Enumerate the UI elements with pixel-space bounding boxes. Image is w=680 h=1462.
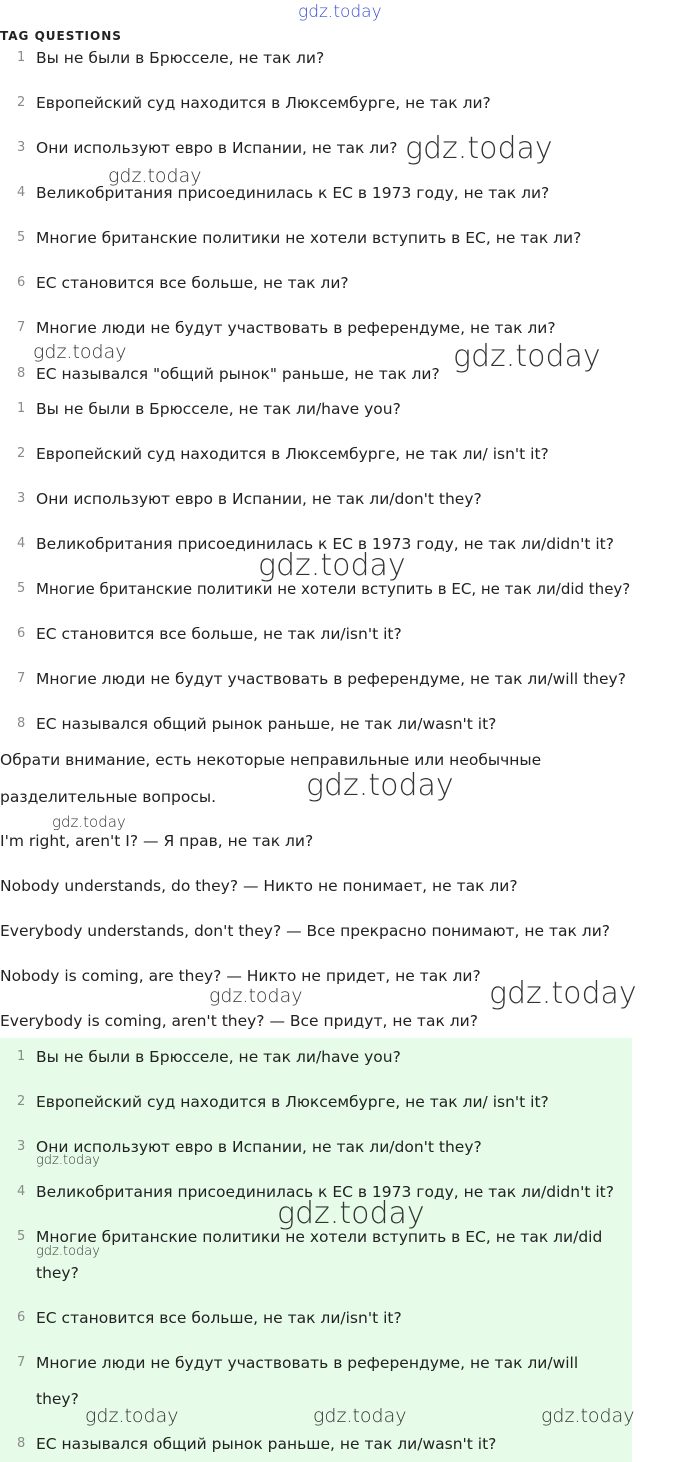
list-item: Многие британские политики не хотели вступить в ЕС, не так ли/did xyxy=(36,1228,603,1246)
list-item: Великобритания присоединилась к ЕС в 1973 году, не так ли/didn't it? xyxy=(36,1183,614,1201)
list-item-number: 7 xyxy=(17,1355,26,1370)
list-item: Они используют евро в Испании, не так ли/don't they? xyxy=(36,1138,482,1156)
list-item-number: 2 xyxy=(17,446,26,461)
example-line: Nobody understands, do they? — Никто не понимает, не так ли? xyxy=(0,877,518,895)
watermark: gdz.today xyxy=(209,985,303,1007)
list-item: ЕС становится все больше, не так ли? xyxy=(36,274,349,292)
list-item-number: 7 xyxy=(17,320,26,335)
list-item: Европейский суд находится в Люксембурге, не так ли/ isn't it? xyxy=(36,1093,549,1111)
list-item: Великобритания присоединилась к ЕС в 1973 году, не так ли/didn't it? xyxy=(36,535,614,553)
watermark: gdz.today xyxy=(36,1244,100,1259)
list-item-number: 4 xyxy=(17,1184,26,1199)
list-item-number: 5 xyxy=(17,230,26,245)
list-item-number: 3 xyxy=(17,491,26,506)
section-heading: TAG QUESTIONS xyxy=(0,29,122,43)
watermark: gdz.today xyxy=(306,768,454,803)
list-item: Многие британские политики не хотели вступить в ЕС, не так ли? xyxy=(36,229,582,247)
list-item-number: 3 xyxy=(17,1139,26,1154)
list-item-number: 1 xyxy=(17,401,26,416)
example-line: Nobody is coming, are they? — Никто не придет, не так ли? xyxy=(0,967,481,985)
watermark: gdz.today xyxy=(453,339,601,374)
list-item-number: 7 xyxy=(17,671,26,686)
watermark: gdz.today xyxy=(85,1405,179,1427)
list-item-number: 5 xyxy=(17,1229,26,1244)
list-item: Европейский суд находится в Люксембурге, не так ли? xyxy=(36,94,491,112)
list-item-number: 8 xyxy=(17,1436,26,1451)
list-item: Вы не были в Брюсселе, не так ли/have you? xyxy=(36,1048,401,1066)
list-item: Вы не были в Брюсселе, не так ли/have you? xyxy=(36,400,401,418)
example-line: I'm right, aren't I? — Я прав, не так ли? xyxy=(0,832,314,850)
example-line: Everybody understands, don't they? — Все прекрасно понимают, не так ли? xyxy=(0,922,611,940)
list-item: Многие люди не будут участвовать в референдуме, не так ли/will they? xyxy=(36,670,626,688)
watermark: gdz.today xyxy=(541,1405,635,1427)
list-item-number: 2 xyxy=(17,95,26,110)
list-item: Великобритания присоединилась к ЕС в 1973 году, не так ли? xyxy=(36,184,550,202)
watermark: gdz.today xyxy=(258,548,406,583)
list-item-number: 2 xyxy=(17,1094,26,1109)
list-item: Они используют евро в Испании, не так ли? xyxy=(36,139,398,157)
list-item: ЕС назывался общий рынок раньше, не так ли/wasn't it? xyxy=(36,1435,497,1453)
list-item-continuation: they? xyxy=(36,1390,79,1408)
list-item: ЕС становится все больше, не так ли/isn't it? xyxy=(36,625,402,643)
list-item-number: 4 xyxy=(17,185,26,200)
list-item-number: 5 xyxy=(17,581,26,596)
example-line: Everybody is coming, aren't they? — Все придут, не так ли? xyxy=(0,1012,478,1030)
watermark: gdz.today xyxy=(52,813,126,831)
watermark: gdz.today xyxy=(489,976,637,1011)
list-item-number: 6 xyxy=(17,1310,26,1325)
watermark: gdz.today xyxy=(298,2,382,22)
list-item-number: 1 xyxy=(17,1049,26,1064)
watermark: gdz.today xyxy=(277,1196,425,1231)
note-line: разделительные вопросы. xyxy=(0,788,217,806)
watermark: gdz.today xyxy=(108,165,202,187)
note-line: Обрати внимание, есть некоторые неправильные или необычные xyxy=(0,751,542,769)
list-item: Вы не были в Брюсселе, не так ли? xyxy=(36,49,325,67)
list-item-number: 8 xyxy=(17,366,26,381)
list-item-number: 6 xyxy=(17,626,26,641)
list-item-number: 6 xyxy=(17,275,26,290)
list-item: ЕС становится все больше, не так ли/isn't it? xyxy=(36,1309,402,1327)
watermark: gdz.today xyxy=(313,1405,407,1427)
list-item-number: 1 xyxy=(17,50,26,65)
list-item: Многие люди не будут участвовать в референдуме, не так ли? xyxy=(36,319,556,337)
list-item-continuation: they? xyxy=(36,1264,79,1282)
list-item-number: 3 xyxy=(17,140,26,155)
list-item-number: 8 xyxy=(17,716,26,731)
list-item: ЕС назывался "общий рынок" раньше, не так ли? xyxy=(36,365,440,383)
list-item: Многие люди не будут участвовать в референдуме, не так ли/will xyxy=(36,1354,579,1372)
watermark: gdz.today xyxy=(405,131,553,166)
list-item: Многие британские политики не хотели вступить в ЕС, не так ли/did they? xyxy=(36,580,631,598)
watermark: gdz.today xyxy=(33,341,127,363)
list-item: ЕС назывался общий рынок раньше, не так ли/wasn't it? xyxy=(36,715,497,733)
list-item: Европейский суд находится в Люксембурге, не так ли/ isn't it? xyxy=(36,445,549,463)
watermark: gdz.today xyxy=(36,1153,100,1168)
list-item-number: 4 xyxy=(17,536,26,551)
list-item: Они используют евро в Испании, не так ли/don't they? xyxy=(36,490,482,508)
